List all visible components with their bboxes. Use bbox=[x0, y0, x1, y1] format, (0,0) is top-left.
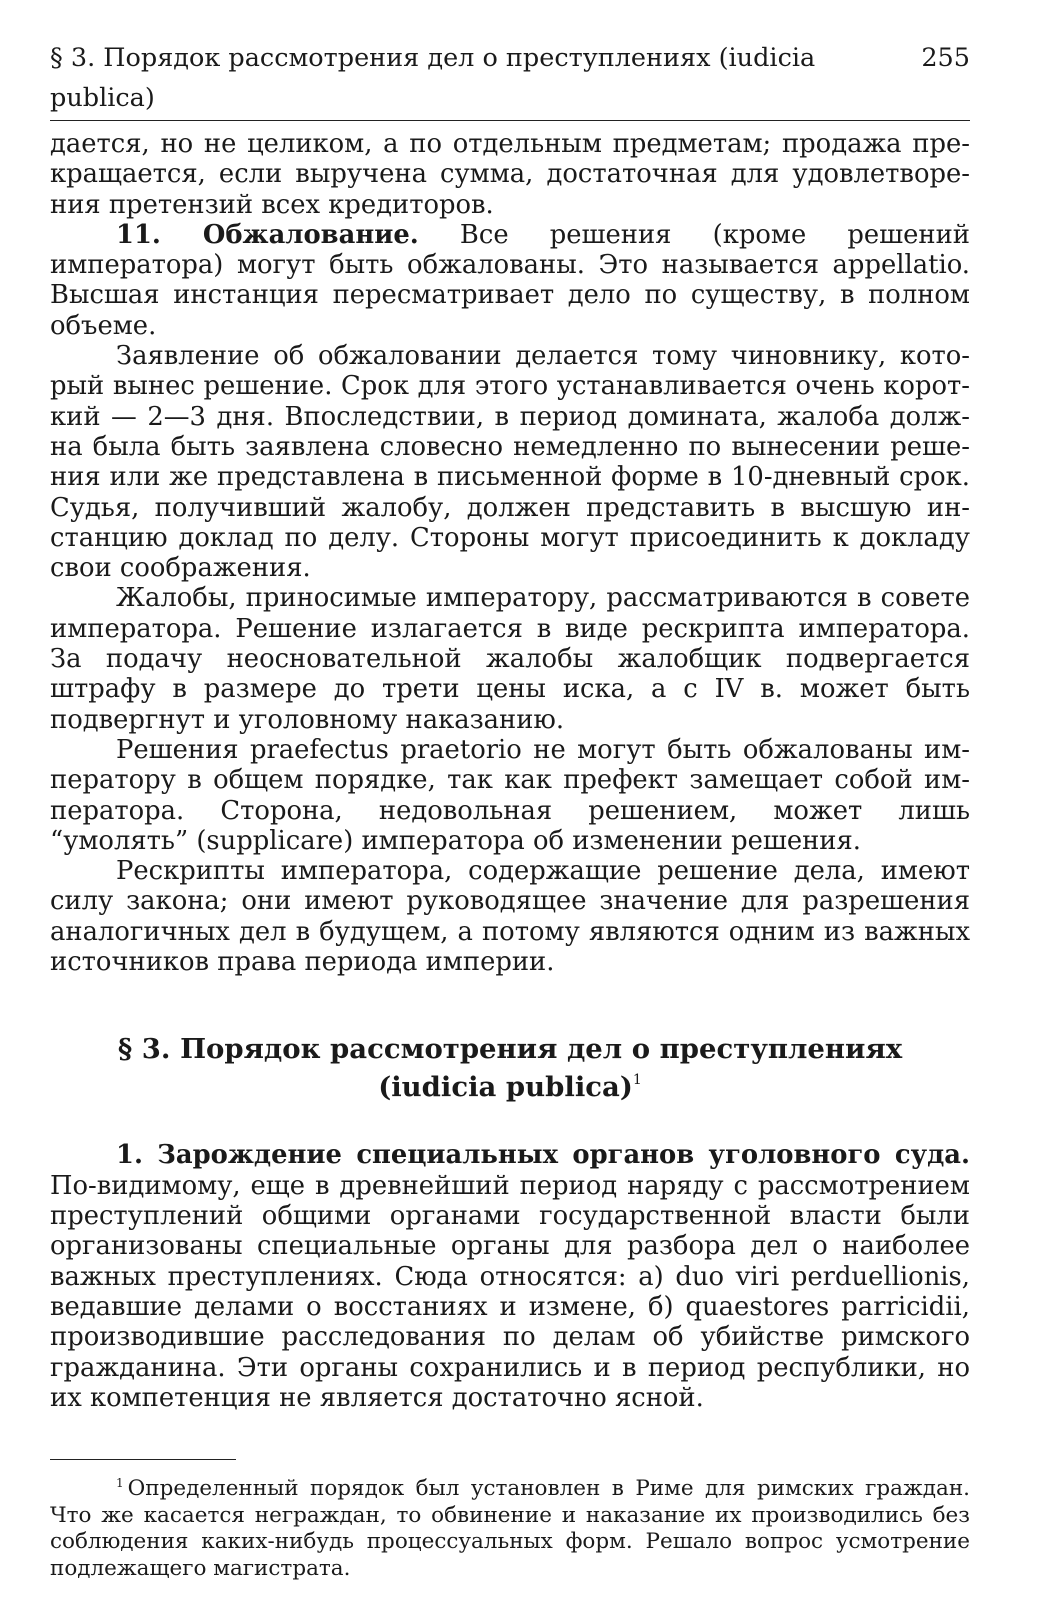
running-title: § 3. Порядок рассмотрения дел о преступлениях (iudicia publica) bbox=[50, 43, 816, 113]
page-number: 255 bbox=[921, 43, 970, 73]
paragraph-appeal bbox=[50, 220, 970, 341]
footnote-reference: 1 bbox=[632, 1072, 642, 1089]
section-heading-text: (iudicia publica) bbox=[378, 1071, 633, 1104]
paragraph-origins bbox=[50, 1140, 970, 1413]
paragraph-run-in-heading: 11. Обжалование. bbox=[116, 219, 419, 250]
footnote-mark: 1 bbox=[116, 1476, 124, 1491]
footnote bbox=[50, 1470, 970, 1583]
section-heading-line-2 bbox=[50, 1066, 970, 1104]
paragraph bbox=[50, 583, 970, 734]
section-heading bbox=[50, 1033, 970, 1104]
paragraph-text: Заявление об обжаловании делается тому чиновнику, который вынес решение. Срок для этого устанавливается очень короткий — 2—3 дня. Впоследствии, в период домината, жалоба должна была быть заявлена словесно немедленно по вынесении решения или же представлена в письменной форме в 10-дневный срок. Судья, получивший жалобу, должен представить в высшую инстанцию доклад по делу. Стороны могут присоединить к докладу свои соображения. bbox=[50, 341, 970, 584]
paragraph-run-in-heading: 1. Зарождение специальных органов уголовного суда. bbox=[116, 1140, 970, 1171]
paragraph bbox=[50, 735, 970, 856]
paragraph-text: дается, но не целиком, а по отдельным предметам; продажа прекращается, если выручена сумма, достаточная для удовлетворения претензий всех кредиторов. bbox=[50, 129, 970, 220]
paragraph bbox=[50, 856, 970, 977]
paragraph-continuation bbox=[50, 129, 970, 220]
footnote-divider bbox=[50, 1459, 236, 1460]
paragraph-text: Жалобы, приносимые императору, рассматриваются в совете императора. Решение излагается в виде рескрипта императора. За подачу неосновательной жалобы жалобщик подвергается штрафу в размере до трети цены иска, а с IV в. может быть подвергнут и уголовному наказанию. bbox=[50, 583, 970, 735]
paragraph-text: По-видимому, еще в древнейший период наряду с рассмотрением преступлений общими органами государственной власти были организованы специальные органы для разбора дел о наиболее важных преступлениях. Сюда относятся: а) duo viri perduellionis, ведавшие делами о восстаниях и измене, б) quaestores parricidii, производившие расследования по делам об убийстве римского гражданина. Эти органы сохранились и в период республики, но их компетенция не является достаточно ясной. bbox=[50, 1170, 970, 1413]
running-header bbox=[50, 38, 970, 121]
paragraph-text: Все решения (кроме решений императора) могут быть обжалованы. Это называется appellatio. Высшая инстанция пересматривает дело по существу, в полном объеме. bbox=[50, 219, 970, 341]
paragraph-text: Рескрипты императора, содержащие решение дела, имеют силу закона; они имеют руководящее значение для разрешения аналогичных дел в будущем, а потому являются одним из важных источников права периода империи. bbox=[50, 856, 970, 978]
paragraph-text: Решения praefectus praetorio не могут быть обжалованы императору в общем порядке, так как префект замещает собой императора. Сторона, недовольная решением, может лишь “умолять” (supplicare) императора об изменении решения. bbox=[50, 734, 970, 856]
paragraph bbox=[50, 341, 970, 583]
main-text bbox=[50, 129, 970, 1413]
footnote-text: Определенный порядок был установлен в Риме для римских граждан. Что же касается неграждан, то обвинение и наказание их производились без соблюдения каких-нибудь процессуальных форм. Решало вопрос усмотрение подлежащего магистрата. bbox=[50, 1476, 970, 1582]
book-page bbox=[50, 38, 970, 1583]
section-heading-line-1: § 3. Порядок рассмотрения дел о преступлениях bbox=[117, 1033, 903, 1066]
